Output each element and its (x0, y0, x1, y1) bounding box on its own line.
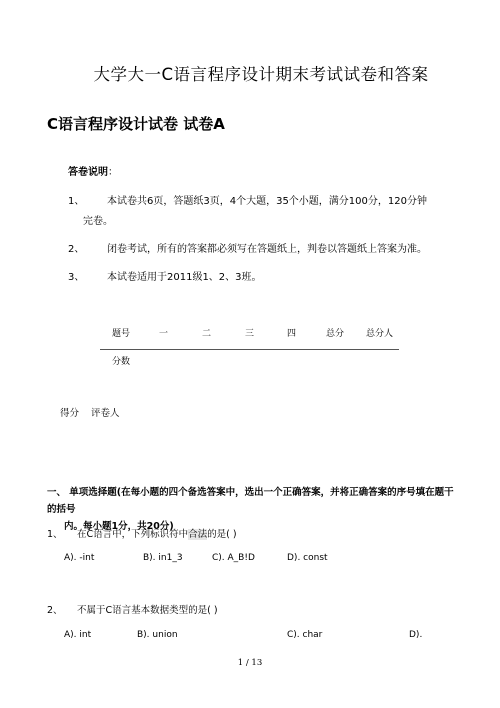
score-table-header: 题号 (112, 329, 131, 339)
score-table-header: 四 (287, 329, 297, 339)
option-b: B). union (137, 630, 178, 640)
option-d: D). const (287, 553, 328, 563)
note-number: 1、 (68, 196, 85, 207)
question-text (77, 526, 237, 540)
note-text: 本试卷共6页，答题纸3页，4个大题，35个小题，满分100分，120分钟 (107, 196, 427, 207)
option-c: C). char (287, 630, 323, 640)
question-highlight: 合法 (188, 529, 208, 540)
section-heading-continued: 内。每小题1分，共20分) (64, 521, 174, 532)
grader-reviewer-label: 评卷人 (91, 408, 120, 419)
score-table-header: 总分人 (366, 329, 394, 339)
score-table-header: 三 (245, 329, 255, 339)
section-heading-text: 一、 单项选择题(在每小题的四个备选答案中，选出一个正确答案，并将正确答案的序号填在题干的括号 (47, 487, 454, 515)
page-number: 1 / 13 (237, 658, 263, 668)
question-text: 不属于C语言基本数据类型的是( ) (77, 605, 218, 616)
instructions-heading-colon: ： (108, 167, 118, 178)
question-text-part: 的是( ) (207, 529, 237, 540)
question-number: 2、 (47, 605, 63, 616)
score-table-header: 二 (202, 329, 212, 339)
question-text-part: 在C语言中，下列标识符中 (77, 529, 189, 540)
option-a: A). int (64, 630, 92, 640)
document-title: 大学大一C语言程序设计期末考试试卷和答案 (93, 65, 429, 84)
grader-score-label: 得分 (60, 408, 80, 419)
option-c: C). A_B!D (212, 553, 255, 563)
score-table-divider (100, 349, 399, 350)
option-a: A). -int (64, 553, 95, 563)
question-number: 1、 (47, 529, 63, 540)
exam-title: C语言程序设计试卷 试卷A (47, 115, 225, 133)
note-text: 闭卷考试，所有的答案都必须写在答题纸上，判卷以答题纸上答案为准。 (107, 244, 427, 255)
note-number: 3、 (68, 272, 85, 283)
score-table-row-label: 分数 (112, 357, 131, 367)
instructions-heading-label: 答卷说明 (68, 167, 108, 178)
option-d: D). (409, 630, 423, 640)
note-text-continued: 完卷。 (83, 216, 113, 227)
score-table-header: 一 (159, 329, 169, 339)
note-number: 2、 (68, 244, 85, 255)
note-text: 本试卷适用于2011级1、2、3班。 (107, 272, 262, 283)
score-table-header: 总分 (326, 329, 345, 339)
instructions-heading (68, 163, 118, 178)
option-b: B). in1_3 (143, 553, 183, 563)
